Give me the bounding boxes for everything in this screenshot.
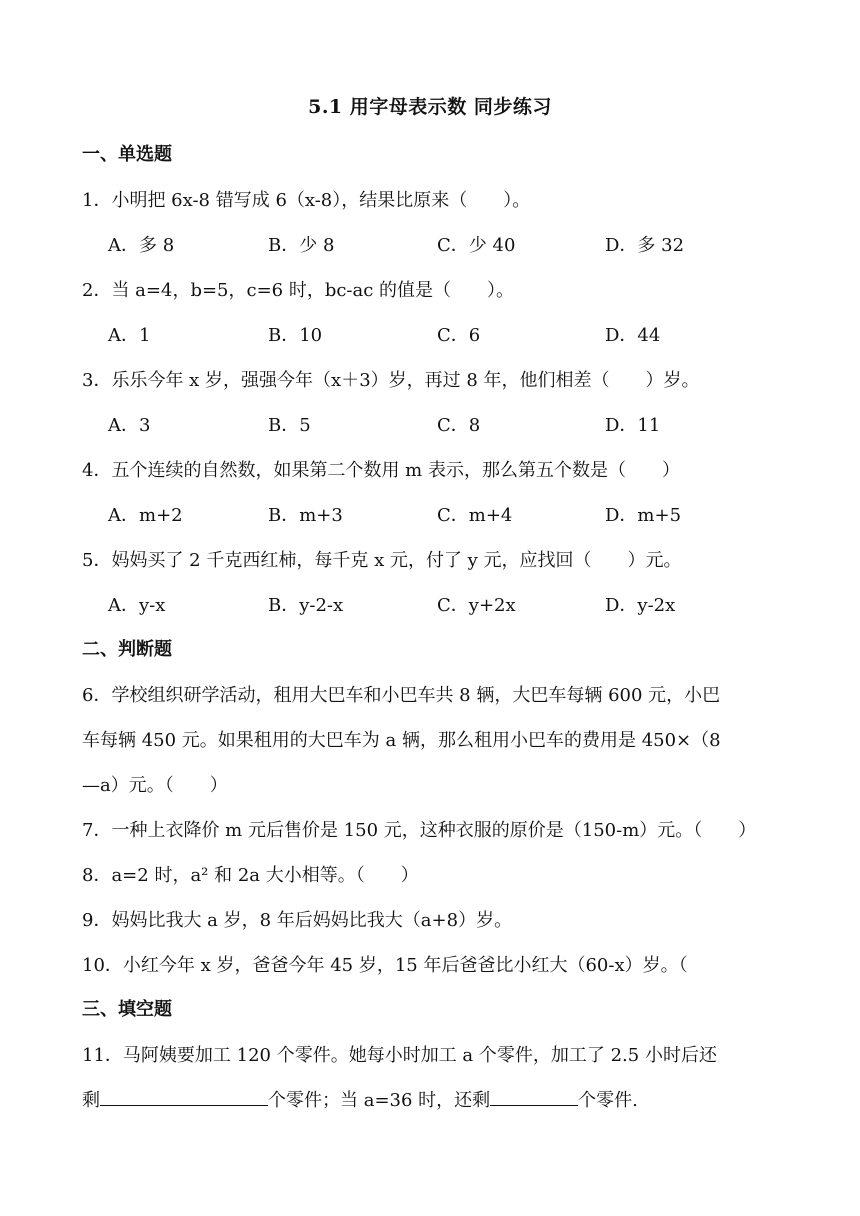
answer-blank-2[interactable] <box>490 1089 578 1106</box>
option-b: B．10 <box>268 325 323 346</box>
question-7: 7．一种上衣降价 m 元后售价是 150 元，这种衣服的原价是（150-m）元。（ ） <box>82 820 757 841</box>
option-a: A．1 <box>108 325 151 346</box>
option-b: B．y-2-x <box>268 595 344 616</box>
option-b: B．少 8 <box>268 235 335 256</box>
option-c: C．8 <box>437 415 481 436</box>
question-3-options <box>108 411 808 437</box>
question-4-options <box>108 501 808 527</box>
option-c: C．少 40 <box>437 235 516 256</box>
option-d: D．11 <box>605 415 661 436</box>
section-heading-fill-in: 三、填空题 <box>82 999 172 1020</box>
question-6-line-1: 6．学校组织研学活动，租用大巴车和小巴车共 8 辆，大巴车每辆 600 元，小巴 <box>82 685 721 706</box>
option-d: D．m+5 <box>605 505 682 526</box>
option-b: B．m+3 <box>268 505 343 526</box>
question-11-text-a: 剩 <box>82 1090 100 1111</box>
question-10: 10．小红今年 x 岁，爸爸今年 45 岁，15 年后爸爸比小红大（60-x）岁。（ <box>82 955 688 976</box>
question-11-line-2 <box>82 1086 638 1112</box>
page-title: 5.1 用字母表示数 同步练习 <box>308 96 552 118</box>
answer-blank-1[interactable] <box>100 1089 268 1106</box>
question-1-options <box>108 231 808 257</box>
option-d: D．44 <box>605 325 661 346</box>
option-d: D．多 32 <box>605 235 685 256</box>
option-c: C．m+4 <box>437 505 513 526</box>
option-a: A．3 <box>108 415 151 436</box>
question-8: 8．a=2 时，a² 和 2a 大小相等。（ ） <box>82 865 419 886</box>
option-a: A．m+2 <box>108 505 183 526</box>
question-4: 4．五个连续的自然数，如果第二个数用 m 表示，那么第五个数是（ ） <box>82 460 680 481</box>
option-a: A．多 8 <box>108 235 175 256</box>
question-6-line-3: —a）元。（ ） <box>82 775 228 796</box>
option-c: C．y+2x <box>437 595 516 616</box>
option-c: C．6 <box>437 325 481 346</box>
question-5: 5．妈妈买了 2 千克西红柿，每千克 x 元，付了 y 元，应找回（ ）元。 <box>82 550 682 571</box>
section-heading-single-choice: 一、单选题 <box>82 144 172 165</box>
option-d: D．y-2x <box>605 595 676 616</box>
question-11-line-1: 11．马阿姨要加工 120 个零件。她每小时加工 a 个零件，加工了 2.5 小时后还 <box>82 1045 717 1066</box>
question-9: 9．妈妈比我大 a 岁，8 年后妈妈比我大（a+8）岁。 <box>82 910 513 931</box>
question-2-options <box>108 321 808 347</box>
question-2: 2．当 a=4，b=5，c=6 时，bc-ac 的值是（ ）。 <box>82 280 515 301</box>
question-1: 1．小明把 6x-8 错写成 6（x-8），结果比原来（ ）。 <box>82 190 531 211</box>
section-heading-true-false: 二、判断题 <box>82 639 172 660</box>
option-b: B．5 <box>268 415 311 436</box>
question-5-options <box>108 591 808 617</box>
question-6-line-2: 车每辆 450 元。如果租用的大巴车为 a 辆，那么租用小巴车的费用是 450×（8 <box>82 730 721 751</box>
question-11-text-b: 个零件；当 a=36 时，还剩 <box>268 1090 491 1111</box>
question-11-text-c: 个零件. <box>578 1090 638 1111</box>
question-3: 3．乐乐今年 x 岁，强强今年（x＋3）岁，再过 8 年，他们相差（ ）岁。 <box>82 370 700 391</box>
option-a: A．y-x <box>108 595 166 616</box>
